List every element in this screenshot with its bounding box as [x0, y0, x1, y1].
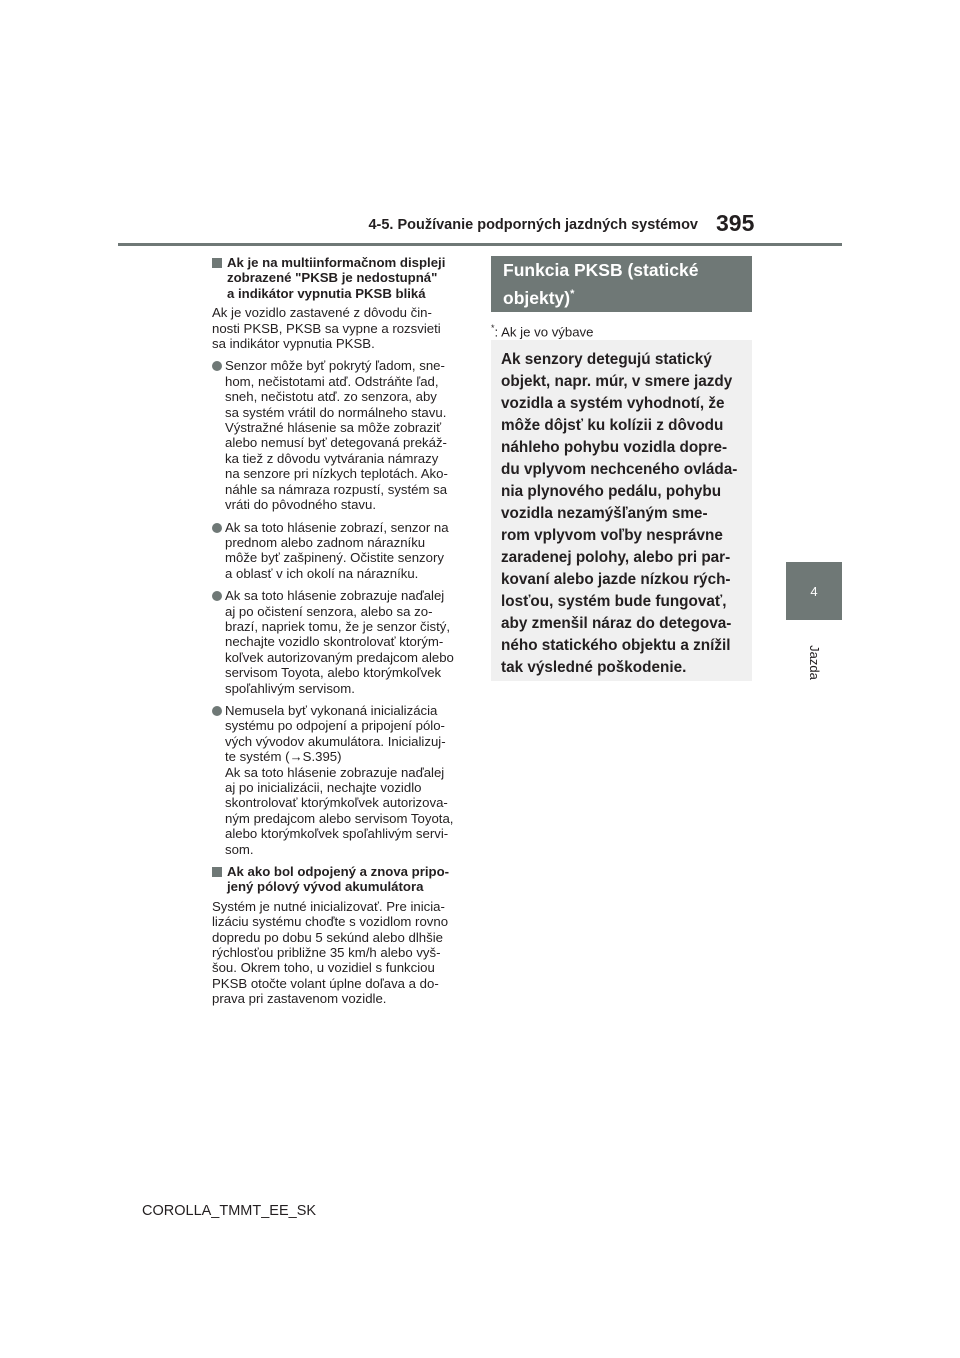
info-line: ného statického objektu a znížil	[501, 637, 731, 654]
text-line: sa systém vrátil do normálneho stavu.	[225, 404, 447, 420]
paragraph	[212, 305, 474, 351]
text-line: nosti PKSB, PKSB sa vypne a rozsvieti	[212, 320, 441, 336]
text-line: rýchlosťou približne 35 km/h alebo vyš-	[212, 945, 441, 961]
text-line: ka tiež z dôvodu vytvárania námrazy	[225, 450, 439, 466]
square-bullet-icon	[212, 867, 222, 877]
text-line: PKSB otočte volant úplne doľava a do-	[212, 975, 439, 991]
text-line: alebo ktorýmkoľvek spoľahlivým servi-	[225, 826, 449, 842]
footnote	[491, 323, 593, 339]
text-line: Senzor môže byť pokrytý ľadom, sne-	[225, 358, 445, 374]
bullet-item	[212, 703, 474, 857]
text-line: alebo nemusí byť detegovaná prekáž-	[225, 435, 447, 451]
info-line: tak výsledné poškodenie.	[501, 659, 687, 676]
info-line: Ak senzory detegujú statický	[501, 351, 712, 368]
bullet-item	[212, 358, 474, 512]
text-line: aj po očistení senzora, alebo sa zo-	[225, 603, 433, 619]
text-line: vráti do pôvodného stavu.	[225, 497, 377, 513]
info-line: du vplyvom nechceného ovláda-	[501, 461, 738, 478]
sub-heading-pksb-unavailable	[212, 255, 474, 301]
heading-line: Ak je na multiinformačnom displeji	[227, 255, 446, 270]
text-line: prava pri zastavenom vozidle.	[212, 991, 387, 1007]
text-line: koľvek autorizovaným predajcom alebo	[225, 649, 454, 665]
text-line: Výstražné hlásenie sa môže zobraziť	[225, 420, 442, 436]
text-line: a oblasť v ich okolí na nárazníku.	[225, 565, 419, 581]
circle-bullet-icon	[212, 361, 222, 371]
text-line: Ak sa toto hlásenie zobrazí, senzor na	[225, 519, 449, 535]
text-line: Ak sa toto hlásenie zobrazuje naďalej	[225, 588, 445, 604]
square-bullet-icon	[212, 258, 222, 268]
text-line: náhle sa námraza rozpustí, systém sa	[225, 481, 448, 497]
text-line: Nemusela byť vykonaná inicializácia	[225, 702, 438, 718]
text-line: hom, nečistotami atď. Odstráňte ľad,	[225, 373, 439, 389]
section-heading-line: Funkcia PKSB (statické	[503, 260, 699, 280]
footnote-text: : Ak je vo výbave	[494, 324, 594, 340]
header-rule	[118, 243, 842, 246]
text-line: šou. Okrem toho, u vozidiel s funkciou	[212, 960, 435, 976]
circle-bullet-icon	[212, 706, 222, 716]
heading-line: jený pólový vývod akumulátora	[227, 879, 424, 895]
text-line: sa indikátor vypnutia PKSB.	[212, 336, 375, 352]
info-line: rom vplyvom voľby nesprávne	[501, 527, 723, 544]
info-line: aby zmenšil náraz do detegova-	[501, 615, 732, 632]
text-line: Ak je vozidlo zastavené z dôvodu čin-	[212, 305, 432, 321]
section-heading-line	[503, 282, 740, 310]
text-line: sneh, nečistotu atď. zo senzora, aby	[225, 389, 437, 405]
section-heading-box	[491, 256, 752, 312]
info-line: kovaní alebo jazde nízkou rých-	[501, 571, 731, 588]
text-line: prednom alebo zadnom nárazníku	[225, 534, 426, 550]
info-line: vozidla a systém vyhodnotí, že	[501, 395, 725, 412]
heading-line: a indikátor vypnutia PKSB bliká	[227, 285, 426, 301]
section-heading-text: objekty)	[503, 287, 571, 308]
text-line: ným predajcom alebo servisom Toyota,	[225, 810, 454, 826]
info-line: nia plynového pedálu, pohybu	[501, 483, 722, 500]
text-line: systému po odpojení a pripojení pólo-	[225, 718, 445, 734]
bullet-item	[212, 520, 474, 582]
text-line: aj po inicializácii, nechajte vozidlo	[225, 780, 422, 795]
left-column	[212, 255, 474, 1014]
circle-bullet-icon	[212, 591, 222, 601]
sub-heading-battery-disconnected	[212, 864, 474, 895]
page-number: 395	[716, 210, 755, 236]
chapter-name-label: Jazda	[806, 644, 822, 680]
info-line: náhleho pohybu vozidla dopre-	[501, 439, 728, 456]
text-line: brazí, napriek tomu, že je senzor čistý,	[225, 618, 451, 634]
chapter-tab: 4	[786, 562, 842, 620]
section-title: 4-5. Používanie podporných jazdných systémov	[368, 217, 698, 233]
text-line: skontrolovať ktorýmkoľvek autorizova-	[225, 795, 448, 811]
footnote-marker: *	[570, 288, 575, 300]
info-line: objekt, napr. múr, v smere jazdy	[501, 373, 733, 390]
text-line: môže byť zašpinený. Očistite senzory	[225, 550, 444, 566]
text-line: Ak sa toto hlásenie zobrazuje naďalej	[225, 764, 445, 780]
page-reference-link[interactable]: te systém (→S.395)	[225, 749, 342, 765]
text-line: na senzore pri nízkych teplotách. Ako-	[225, 466, 448, 482]
chapter-name	[786, 632, 842, 692]
info-line: vozidla nezamýšľaným sme-	[501, 505, 708, 522]
text-line: spoľahlivým servisom.	[225, 680, 355, 696]
bullet-item	[212, 588, 474, 696]
info-line: zaradenej polohy, alebo pri par-	[501, 549, 731, 566]
heading-line: Ak ako bol odpojený a znova pripo-	[227, 864, 450, 880]
info-line: môže dôjsť ku kolízii z dôvodu	[501, 417, 724, 434]
text-line: vých vývodov akumulátora. Inicializuj-	[225, 733, 446, 749]
heading-line: zobrazené "PKSB je nedostupná"	[227, 270, 438, 286]
info-line: losťou, systém bude fungovať,	[501, 593, 727, 610]
text-line: som.	[225, 841, 254, 857]
text-line: lizáciu systému choďte s vozidlom rovno	[212, 914, 449, 930]
info-box	[491, 340, 752, 681]
footnote-marker: *	[491, 323, 495, 333]
document-code: COROLLA_TMMT_EE_SK	[142, 1203, 317, 1219]
text-line: Systém je nutné inicializovať. Pre inicia-	[212, 898, 445, 914]
text-line: nechajte vozidlo skontrolovať ktorým-	[225, 634, 444, 650]
text-line: dopredu po dobu 5 sekúnd alebo dlhšie	[212, 929, 443, 945]
circle-bullet-icon	[212, 523, 222, 533]
text-line: servisom Toyota, alebo ktorýmkoľvek	[225, 665, 442, 681]
paragraph	[212, 899, 474, 1007]
